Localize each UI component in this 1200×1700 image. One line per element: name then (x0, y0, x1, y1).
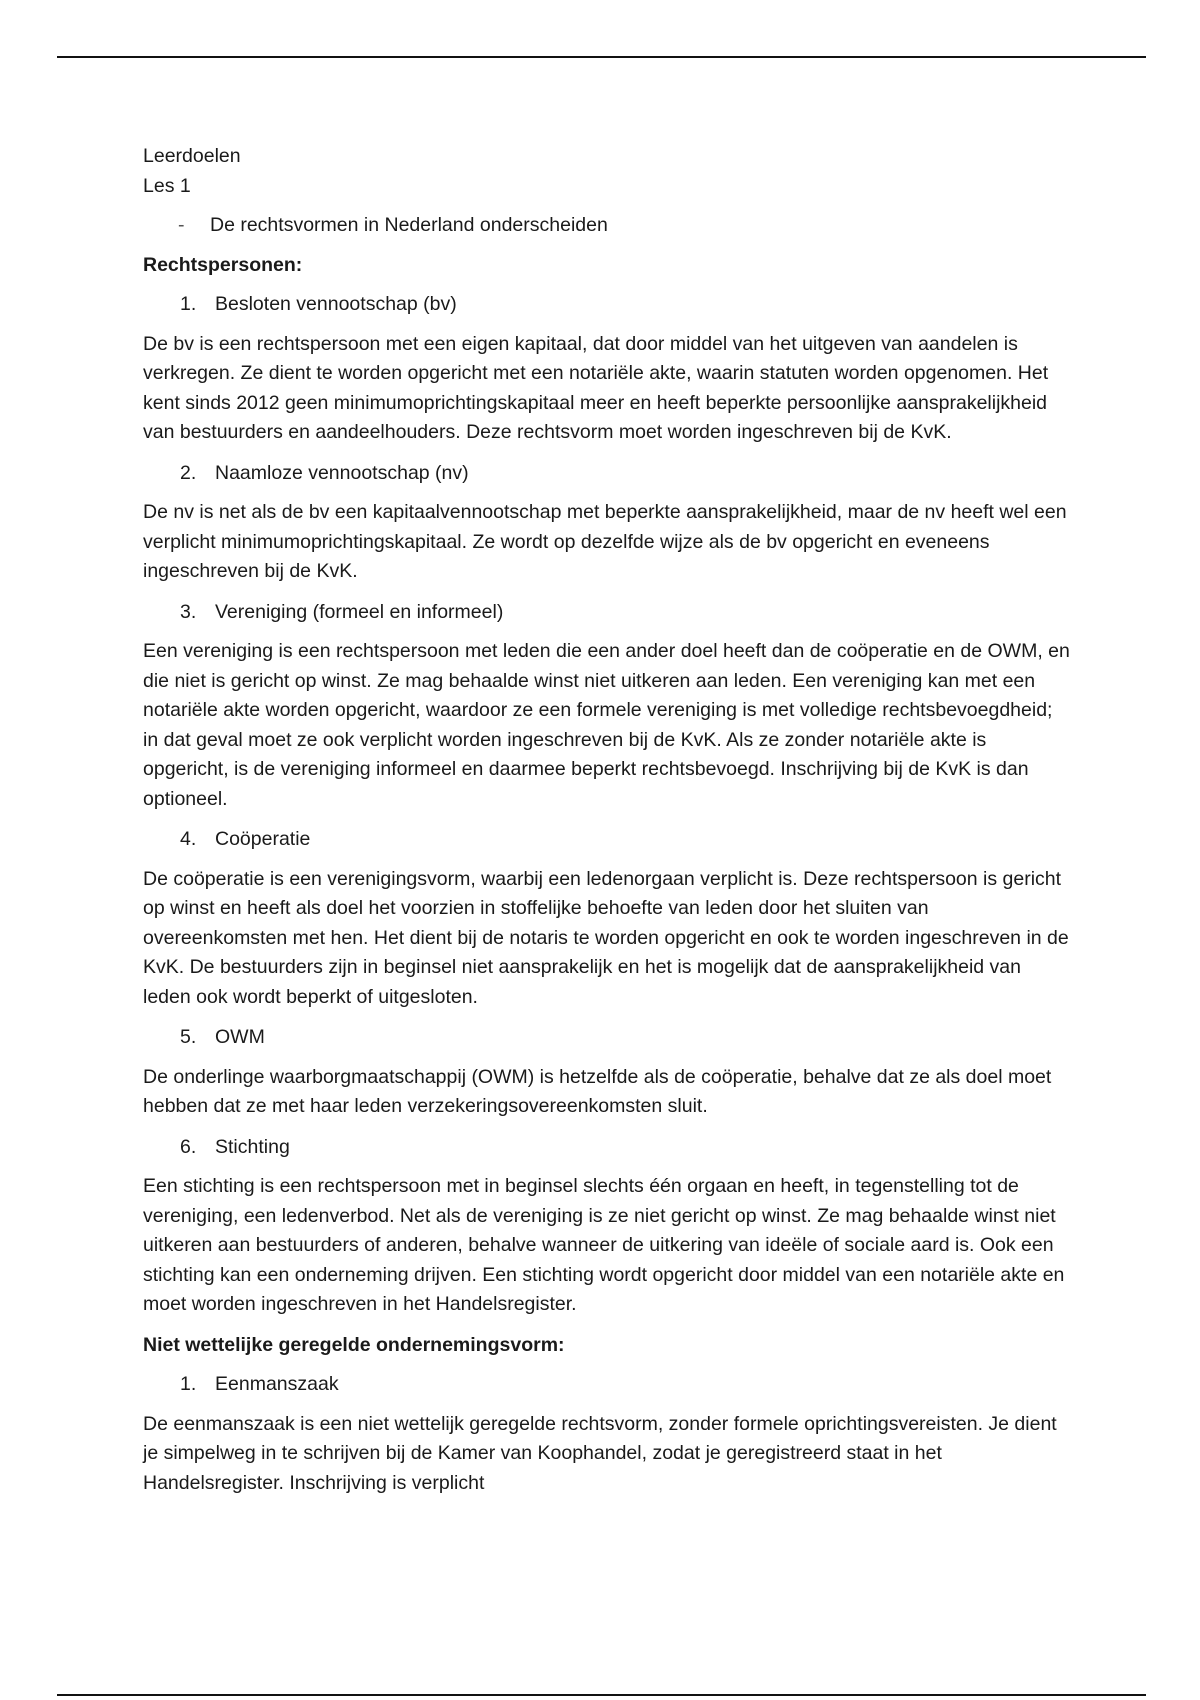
item-title: OWM (215, 1026, 265, 1048)
item-title: Eenmanszaak (215, 1373, 339, 1395)
item-body: De coöperatie is een verenigingsvorm, waarbij een ledenorgaan verplicht is. Deze rechtspersoon is gericht op winst en heeft als doel het voorzien in stoffelijke behoefte van leden door het sluiten van overeenkomsten met hen. Het dient bij de notaris te worden opgericht en ook te worden ingeschreven in de KvK. De bestuurders zijn in beginsel niet aansprakelijk en het is mogelijk dat de aansprakelijkheid van leden ook wordt beperkt of uitgesloten. (143, 867, 1069, 1008)
doc-title: Leerdoelen (143, 145, 241, 167)
lesson-label: Les 1 (143, 174, 191, 197)
bullet-mark: - (178, 214, 185, 236)
item-title: Coöperatie (215, 828, 311, 850)
item-body: De bv is een rechtspersoon met een eigen kapitaal, dat door middel van het uitgeven van aandelen is verkregen. Ze dient te worden opgericht met een notariële akte, waarin statuten worden opgenomen. Het kent sinds 2012 geen minimumoprichtingskapitaal meer en heeft beperkte persoonlijke aansprakelijkheid van bestuurders en aandeelhouders. Deze rechtsvorm moet worden ingeschreven bij de KvK. (143, 332, 1049, 443)
list-item (143, 1023, 1073, 1122)
item-body: Een stichting is een rechtspersoon met in beginsel slechts één orgaan en heeft, in tegenstelling tot de vereniging, een ledenverbod. Net als de vereniging is ze niet gericht op winst. Ze mag behaalde winst niet uitkeren aan bestuurders of anderen, behalve wanneer de uitkering van ideële of sociale aard is. Ook een stichting kan een onderneming drijven. Een stichting wordt opgericht door middel van een notariële akte en moet worden ingeschreven in het Handelsregister. (143, 1175, 1065, 1315)
item-body: De eenmanszaak is een niet wettelijk geregelde rechtsvorm, zonder formele oprichtingsvereisten. Je dient je simpelweg in te schrijven bij de Kamer van Koophandel, zodat je geregistreerd staat in het Handelsregister. Inschrijving is verplicht (143, 1412, 1057, 1494)
section-heading-niet-wettelijk: Niet wettelijke geregelde ondernemingsvorm: (143, 1333, 565, 1356)
item-number: 4. (180, 828, 197, 850)
item-body: De nv is net als de bv een kapitaalvennootschap met beperkte aansprakelijkheid, maar de nv heeft wel een verplicht minimumoprichtingskapitaal. Ze wordt op dezelfde wijze als de bv opgericht en eveneens ingeschreven bij de KvK. (143, 501, 1067, 582)
learning-goal-bullet (143, 211, 1073, 241)
item-number: 5. (180, 1026, 197, 1048)
item-body: De onderlinge waarborgmaatschappij (OWM) is hetzelfde als de coöperatie, behalve dat ze als doel moet hebben dat ze met haar leden verzekeringsovereenkomsten sluit. (143, 1065, 1052, 1117)
top-rule (57, 56, 1146, 58)
item-number: 1. (180, 1373, 197, 1395)
list-item (143, 290, 1073, 448)
item-number: 1. (180, 293, 197, 315)
document-body (143, 142, 1073, 1509)
item-body: Een vereniging is een rechtspersoon met leden die een ander doel heeft dan de coöperatie en de OWM, en die niet is gericht op winst. Ze mag behaalde winst niet uitkeren aan leden. Een vereniging kan met een notariële akte worden opgericht, waardoor ze een formele vereniging is met volledige rechtsbevoegdheid; in dat geval moet ze ook verplicht worden ingeschreven bij de KvK. Als ze zonder notariële akte is opgericht, is de vereniging informeel en daarmee beperkt rechtsbevoegd. Inschrijving bij de KvK is dan optioneel. (143, 640, 1070, 810)
item-number: 6. (180, 1135, 197, 1158)
item-title: Naamloze vennootschap (nv) (215, 461, 469, 484)
list-item (143, 825, 1073, 1012)
list-item (143, 1133, 1073, 1320)
item-number: 2. (180, 461, 197, 484)
item-number: 3. (180, 600, 197, 623)
learning-goal-text: De rechtsvormen in Nederland onderscheiden (210, 214, 608, 236)
item-title: Stichting (215, 1135, 290, 1158)
section-heading-rechtspersonen: Rechtspersonen: (143, 253, 303, 276)
list-item (143, 1370, 1073, 1498)
item-title: Besloten vennootschap (bv) (215, 293, 457, 315)
item-title: Vereniging (formeel en informeel) (215, 600, 504, 623)
bottom-rule (57, 1694, 1146, 1696)
list-item (143, 598, 1073, 815)
list-item (143, 459, 1073, 587)
